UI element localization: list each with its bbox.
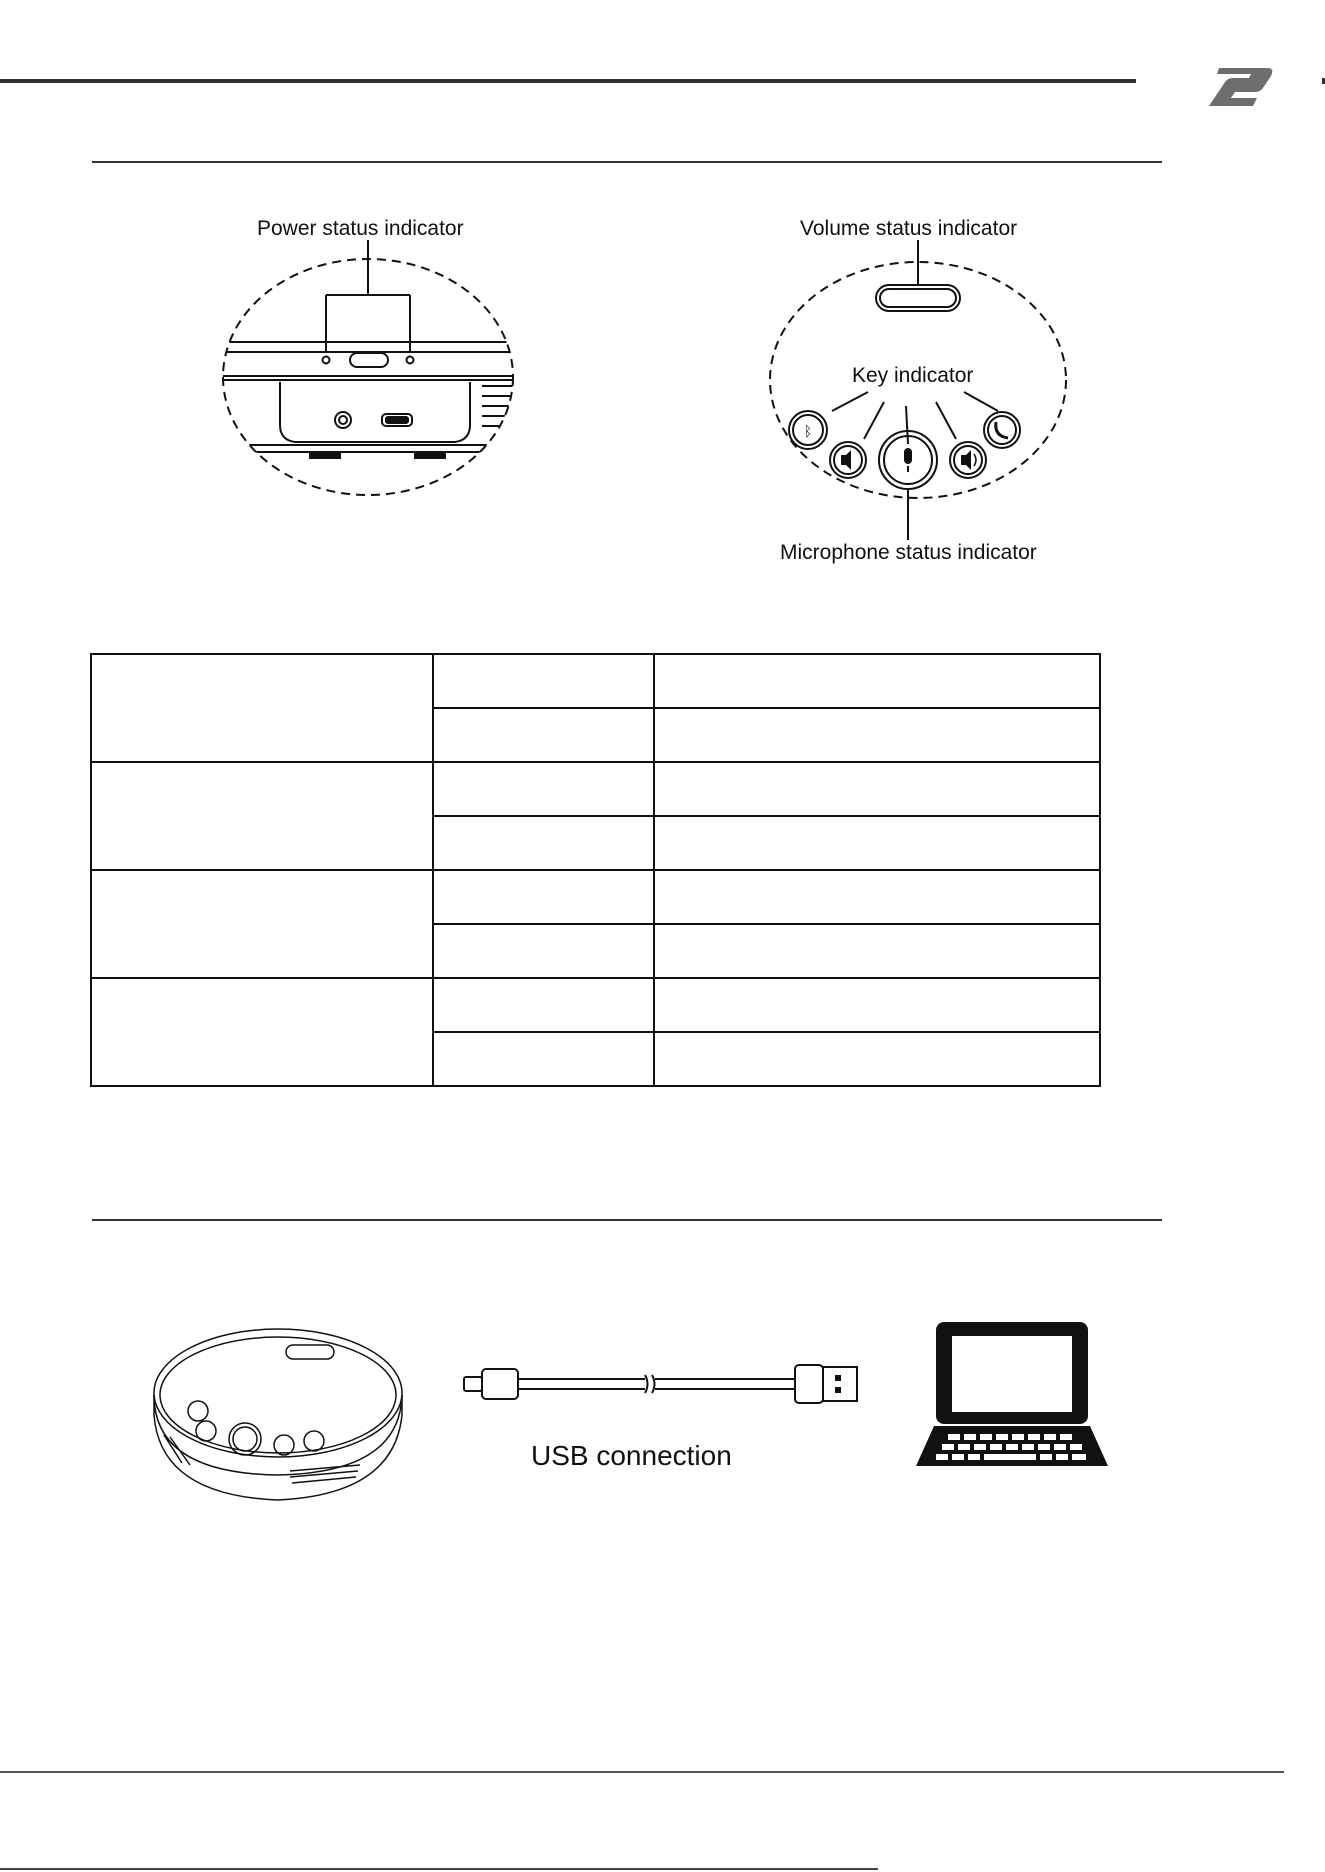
table-cell <box>433 978 654 1032</box>
table-cell <box>433 870 654 924</box>
table-cell <box>654 978 1100 1032</box>
table-cell <box>91 870 433 978</box>
table-cell <box>654 924 1100 978</box>
footer-rule <box>0 1771 1284 1773</box>
table-row <box>91 870 1100 924</box>
table-row <box>91 978 1100 1032</box>
table-cell <box>654 1032 1100 1086</box>
table-cell <box>433 654 654 708</box>
table-cell <box>433 1032 654 1086</box>
section-rule-connection <box>92 1219 1162 1221</box>
table-cell <box>433 708 654 762</box>
usb-connection-label: USB connection <box>531 1440 732 1471</box>
section-rule-indicators <box>92 161 1162 163</box>
table-cell <box>654 708 1100 762</box>
table-cell <box>433 762 654 816</box>
indicator-status-table <box>90 653 1101 1087</box>
table-cell <box>433 924 654 978</box>
table-cell <box>654 870 1100 924</box>
laptop-icon <box>912 1318 1112 1468</box>
table-cell <box>91 978 433 1086</box>
volume-status-label: Volume status indicator <box>800 217 1018 240</box>
power-status-diagram <box>200 240 540 520</box>
table-cell <box>91 654 433 762</box>
brand-logo-icon <box>1205 62 1275 112</box>
speakerphone-icon <box>150 1325 410 1505</box>
table-cell <box>654 654 1100 708</box>
header-rule <box>0 79 1136 83</box>
table-cell <box>91 762 433 870</box>
usb-cable-icon <box>460 1355 860 1415</box>
table-cell <box>433 816 654 870</box>
key-indicator-diagram <box>750 240 1070 540</box>
power-status-label: Power status indicator <box>257 217 464 240</box>
table-cell <box>654 762 1100 816</box>
bottom-edge-rule <box>0 1868 878 1870</box>
table-row <box>91 654 1100 708</box>
table-row <box>91 762 1100 816</box>
microphone-status-label: Microphone status indicator <box>780 541 1037 564</box>
table-cell <box>654 816 1100 870</box>
svg-text:ᛒ: ᛒ <box>803 423 813 439</box>
key-indicator-label: Key indicator <box>852 364 974 387</box>
